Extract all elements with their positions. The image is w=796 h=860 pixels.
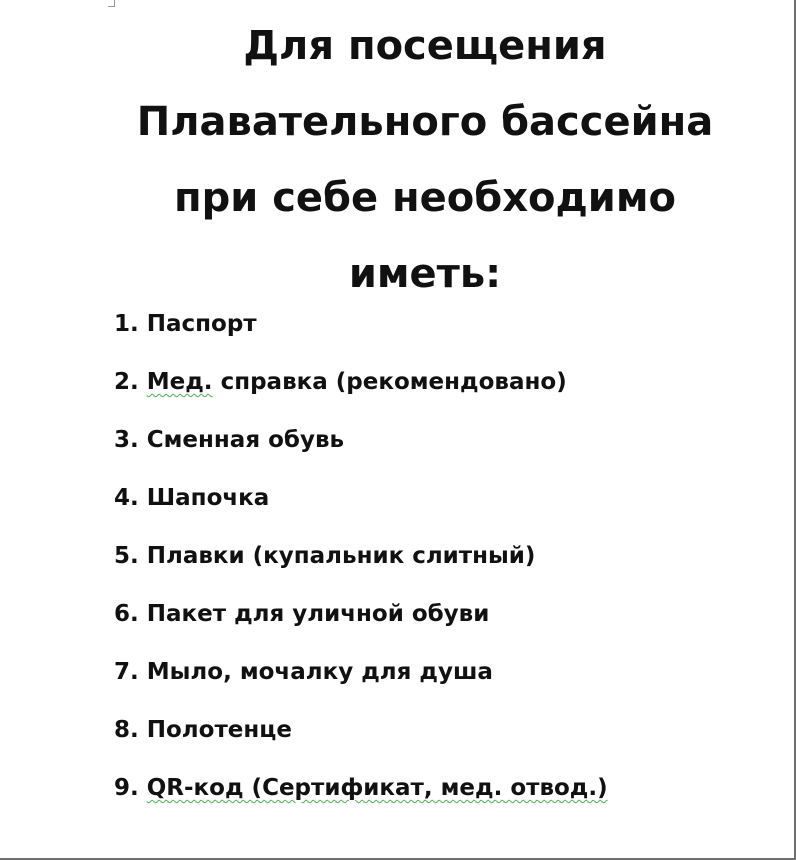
item-text: справка (рекомендовано): [212, 369, 567, 395]
item-number: 7.: [114, 659, 139, 685]
text-boundary-mark: [108, 0, 115, 7]
item-number: 9.: [114, 775, 139, 801]
title-line: при себе необходимо: [173, 175, 676, 221]
page-title: [84, 8, 766, 312]
item-text: Сменная обувь: [146, 427, 345, 453]
list-item: [114, 310, 608, 368]
title-line: иметь:: [348, 251, 502, 297]
item-text: Пакет для уличной обуви: [146, 601, 490, 627]
item-text: Шапочка: [146, 485, 270, 511]
item-number: 2.: [114, 369, 139, 395]
title-line: Плавательного бассейна: [136, 99, 714, 145]
list-item: [114, 716, 608, 774]
list-item: [114, 426, 608, 484]
spellcheck-marked-text: Мед.: [146, 369, 213, 395]
list-item: [114, 600, 608, 658]
title-line: Для посещения: [243, 23, 607, 69]
item-number: 5.: [114, 543, 139, 569]
item-number: 3.: [114, 427, 139, 453]
item-number: 4.: [114, 485, 139, 511]
items-list: [114, 310, 608, 832]
spellcheck-marked-text: QR-код (Сертификат, мед. отвод.): [146, 775, 608, 801]
list-item: [114, 484, 608, 542]
list-item: [114, 542, 608, 600]
list-item: [114, 658, 608, 716]
list-item: [114, 368, 608, 426]
item-text: Плавки (купальник слитный): [146, 543, 536, 569]
item-number: 1.: [114, 311, 139, 337]
list-item: [114, 774, 608, 832]
item-number: 8.: [114, 717, 139, 743]
item-text: Мыло, мочалку для душа: [146, 659, 493, 685]
item-number: 6.: [114, 601, 139, 627]
item-text: Паспорт: [146, 311, 257, 337]
item-text: Полотенце: [146, 717, 292, 743]
